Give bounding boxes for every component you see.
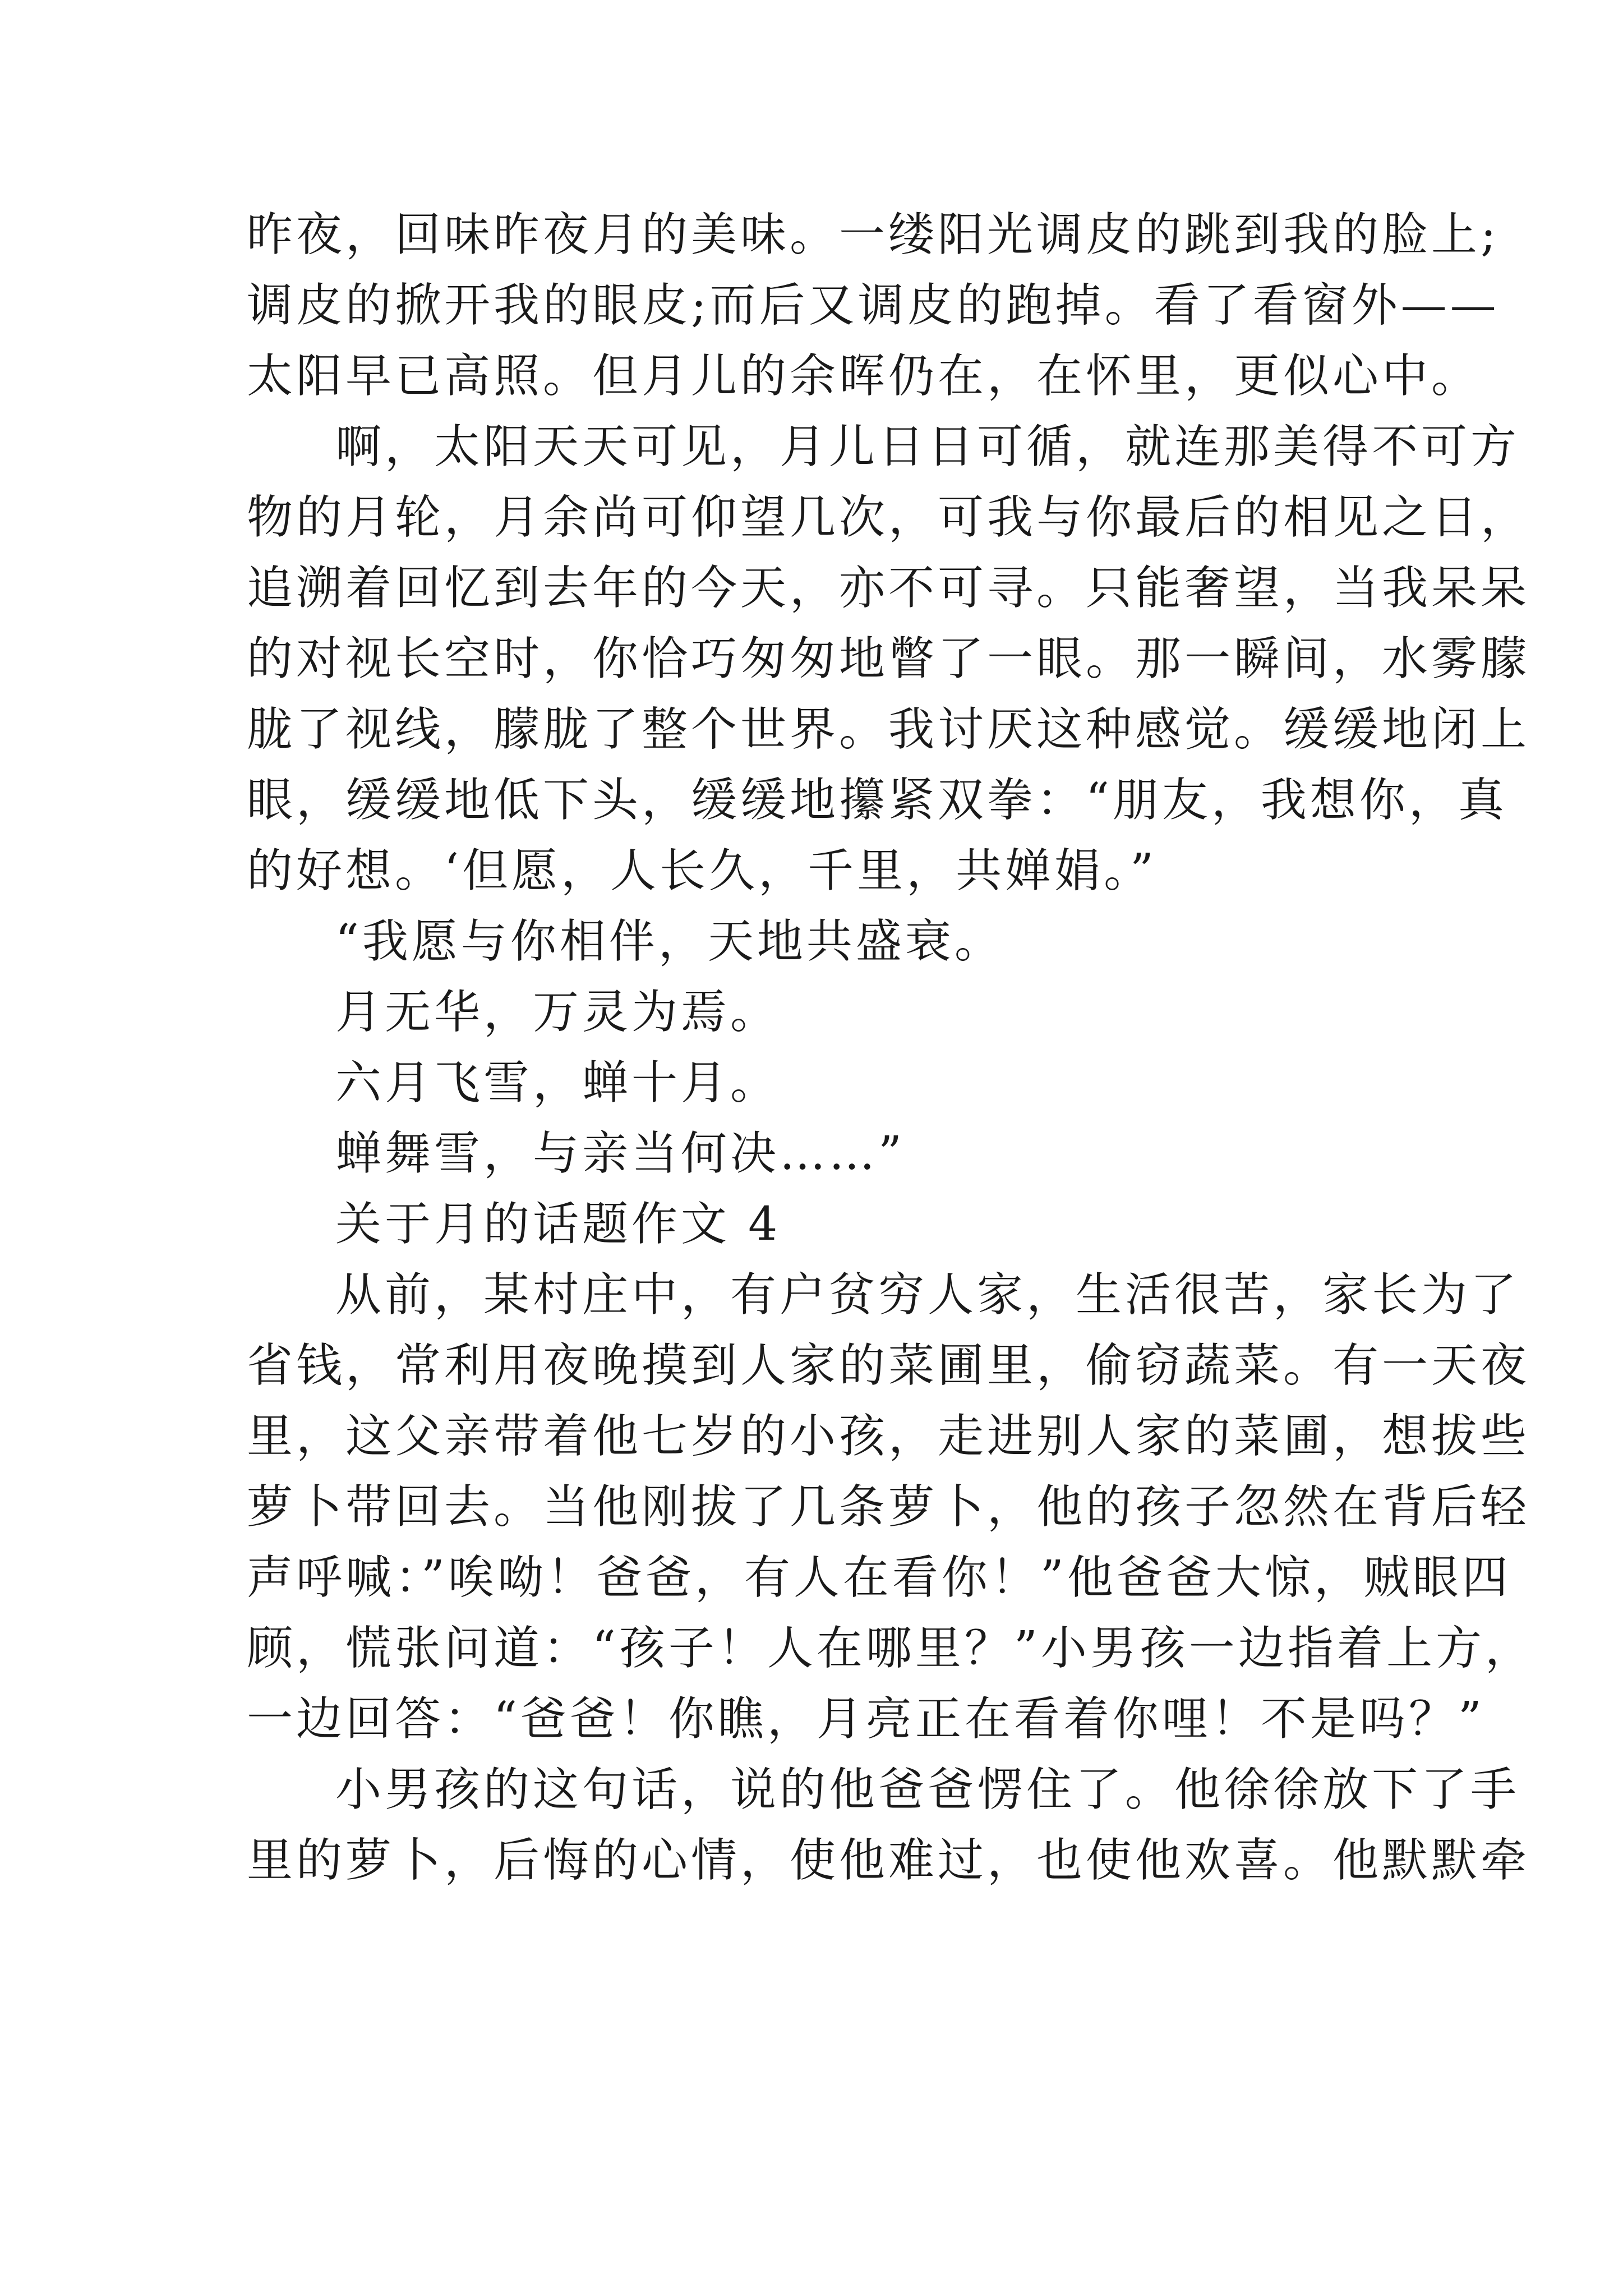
poem-line: “我愿与你相伴，天地共盛衰。 <box>335 915 1004 968</box>
text-line: 的对视长空时，你恰巧匆匆地瞥了一眼。那一瞬间，水雾朦 <box>247 632 1530 685</box>
poem-line: 六月飞雪，蝉十月。 <box>335 1056 780 1110</box>
essay-body <box>247 200 1534 1896</box>
text-line: 省钱，常利用夜晚摸到人家的菜圃里，偷窃蔬菜。有一天夜 <box>247 1339 1530 1392</box>
poem-line: 蝉舞雪，与亲当何决……” <box>335 1127 905 1180</box>
text-line: 眼，缓缓地低下头，缓缓地攥紧双拳：“朋友，我想你，真 <box>247 774 1507 827</box>
text-line: 萝卜带回去。当他刚拔了几条萝卜，他的孩子忽然在背后轻 <box>247 1480 1530 1534</box>
paragraph-start-line: 啊，太阳天天可见，月儿日日可循，就连那美得不可方 <box>335 420 1520 473</box>
paragraph-start-line: 从前，某村庄中，有户贫穷人家，生活很苦，家长为了 <box>335 1268 1520 1322</box>
poem-line: 月无华，万灵为焉。 <box>335 986 780 1039</box>
text-line: 声呼喊：”唉呦！爸爸，有人在看你！”他爸爸大惊，贼眼四 <box>247 1551 1511 1604</box>
text-line: 里的萝卜，后悔的心情，使他难过，也使他欢喜。他默默牵 <box>247 1834 1530 1887</box>
text-line: 太阳早已高照。但月儿的余晖仍在，在怀里，更似心中。 <box>247 349 1481 403</box>
paragraph-start-line: 小男孩的这句话，说的他爸爸愣住了。他徐徐放下了手 <box>335 1763 1520 1816</box>
text-line: 追溯着回忆到去年的今天，亦不可寻。只能奢望，当我呆呆 <box>247 562 1530 615</box>
text-line: 一边回答：“爸爸！你瞧，月亮正在看着你哩！不是吗？” <box>247 1692 1485 1746</box>
text-line: 调皮的掀开我的眼皮;而后又调皮的跑掉。看了看窗外—— <box>247 279 1500 332</box>
text-line: 顾，慌张问道：“孩子！人在哪里？”小男孩一边指着上方， <box>247 1622 1534 1675</box>
text-line: 里，这父亲带着他七岁的小孩，走进别人家的菜圃，想拔些 <box>247 1410 1530 1463</box>
text-line: 物的月轮，月余尚可仰望几次，可我与你最后的相见之日， <box>247 491 1530 544</box>
text-line: 胧了视线，朦胧了整个世界。我讨厌这种感觉。缓缓地闭上 <box>247 703 1530 756</box>
text-line: 昨夜，回味昨夜月的美味。一缕阳光调皮的跳到我的脸上; <box>247 208 1500 261</box>
section-heading: 关于月的话题作文 4 <box>335 1198 781 1251</box>
text-line: 的好想。‘但愿，人长久，千里，共婵娟。” <box>247 844 1157 898</box>
